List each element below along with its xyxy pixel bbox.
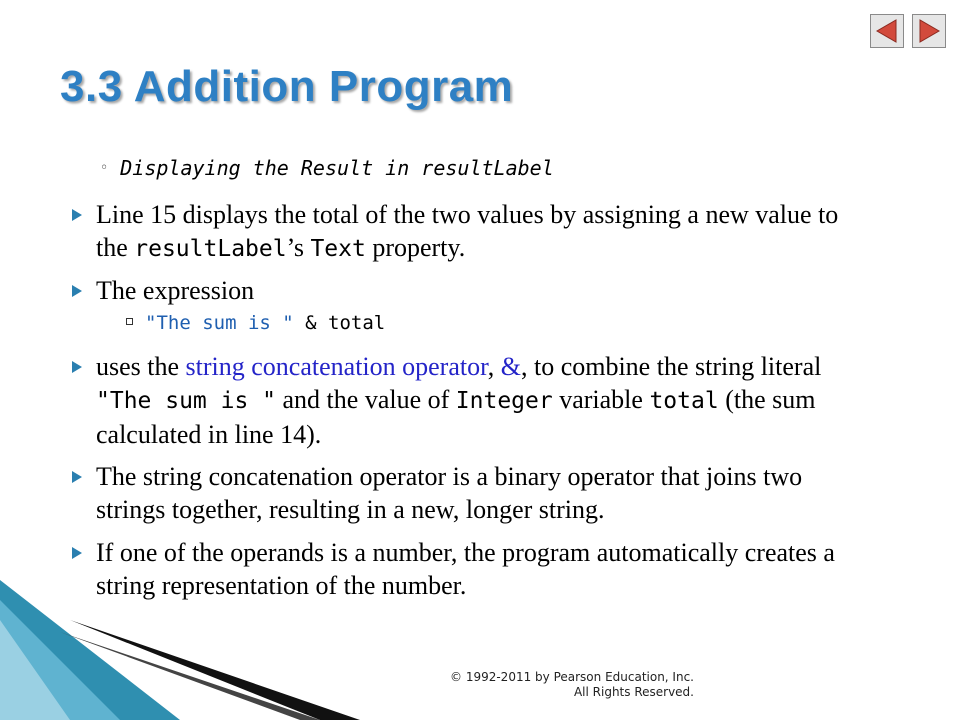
subheading-text: Displaying the Result in resultLabel [120, 156, 554, 180]
text: Line 15 displays the total of the two values by assigning a new value to the [96, 200, 839, 262]
square-bullet-icon [126, 318, 133, 325]
text: (the sum calculated in line 14). [96, 385, 816, 449]
subheading [100, 156, 554, 180]
right-arrow-icon [916, 18, 942, 44]
term-string-concatenation-operator: string concatenation operator [185, 352, 488, 381]
arrow-bullet-icon [70, 208, 84, 222]
bullet-expression [70, 274, 870, 307]
decorative-swoosh [0, 580, 360, 720]
text: uses the [96, 352, 186, 381]
code-text: Text [310, 236, 366, 262]
code-total: total [649, 388, 719, 414]
copyright-line-2: All Rights Reserved. [573, 685, 694, 699]
code-resultlabel: resultLabel [134, 236, 287, 262]
bullet-concatenation [70, 350, 870, 451]
arrow-bullet-icon [70, 360, 84, 374]
copyright-notice [450, 670, 694, 700]
left-arrow-icon [874, 18, 900, 44]
arrow-bullet-icon [70, 546, 84, 560]
text: ’s [286, 233, 311, 262]
expression-code [126, 312, 385, 334]
code-string-literal: "The sum is " [96, 388, 277, 414]
arrow-bullet-icon [70, 284, 84, 298]
code-rest: & total [293, 312, 386, 334]
copyright-line-1: © 1992-2011 by Pearson Education, Inc. [450, 670, 694, 684]
bullet-binary-operator [70, 460, 870, 526]
text: property. [365, 233, 466, 262]
text: , to combine the string literal [520, 352, 822, 381]
text: variable [552, 385, 650, 414]
ampersand-operator: & [500, 352, 521, 381]
text: and the value of [276, 385, 456, 414]
string-literal: "The sum is " [145, 312, 294, 334]
slide-title: 3.3 Addition Program [60, 62, 514, 111]
bullet-text: The expression [96, 276, 255, 305]
circle-bullet-icon: ◦ [100, 160, 109, 176]
bullet-line-15 [70, 198, 870, 266]
bullet-text: The string concatenation operator is a binary operator that joins two strings together, resulting in a new, longer string. [96, 462, 803, 524]
code-integer: Integer [455, 388, 553, 414]
bullet-text: If one of the operands is a number, the program automatically creates a string representation of the number. [96, 538, 835, 600]
arrow-bullet-icon [70, 470, 84, 484]
next-slide-button[interactable] [912, 14, 946, 48]
text: , [487, 352, 501, 381]
previous-slide-button[interactable] [870, 14, 904, 48]
